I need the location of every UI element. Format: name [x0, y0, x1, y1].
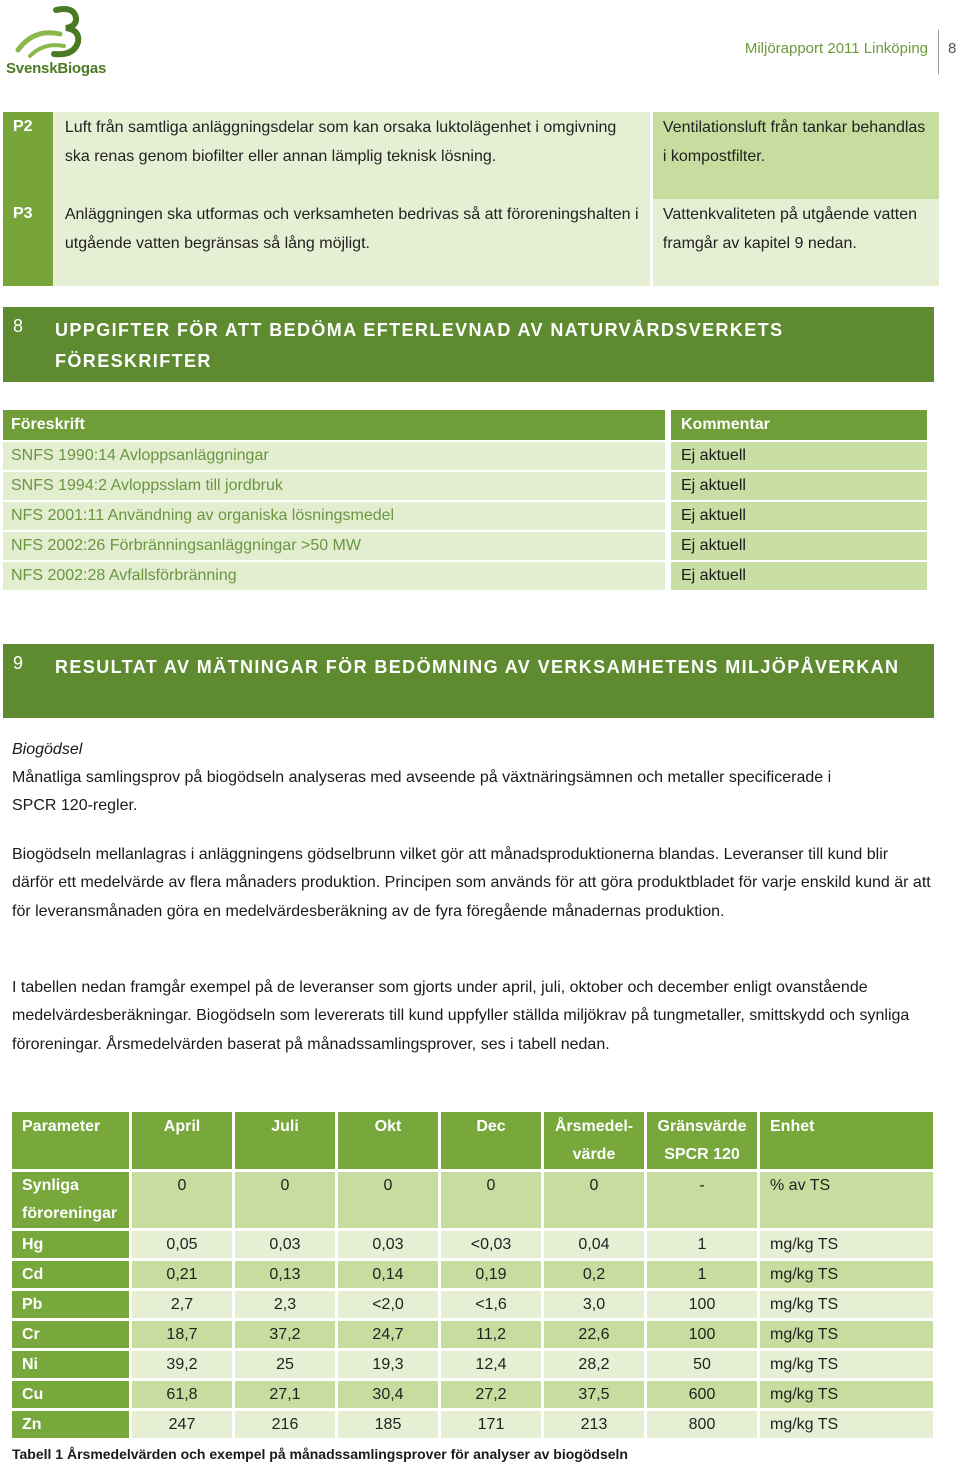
value-cell: <2,0: [338, 1291, 438, 1318]
table-row: [12, 1291, 933, 1318]
regulation-comment: Ej aktuell: [671, 472, 927, 500]
page-number: 8: [948, 40, 957, 57]
value-cell: 171: [441, 1411, 541, 1438]
parameter-cell: Cr: [12, 1321, 129, 1348]
value-cell: <0,03: [441, 1231, 541, 1258]
value-cell: 37,2: [235, 1321, 335, 1348]
value-cell: 0,14: [338, 1261, 438, 1288]
value-cell: 600: [647, 1381, 757, 1408]
parameter-cell: Cd: [12, 1261, 129, 1288]
table-row: [3, 472, 927, 500]
value-cell: 0,05: [132, 1231, 232, 1258]
section-title: RESULTAT AV MÄTNINGAR FÖR BEDÖMNING AV VERKSAMHETENS MILJÖPÅVERKAN: [55, 657, 900, 677]
unit-cell: mg/kg TS: [760, 1351, 933, 1378]
requirement-row: [3, 199, 939, 286]
value-cell: 24,7: [338, 1321, 438, 1348]
table-row: [12, 1411, 933, 1438]
biogodsel-analysis-table: [9, 1109, 936, 1441]
requirement-code: P2: [3, 112, 53, 199]
parameter-cell: Hg: [12, 1231, 129, 1258]
header-kommentar: Kommentar: [671, 410, 927, 440]
regulation-name: NFS 2002:28 Avfallsförbränning: [3, 562, 665, 590]
header-okt: Okt: [338, 1112, 438, 1169]
value-cell: 185: [338, 1411, 438, 1438]
table-row: [12, 1381, 933, 1408]
value-cell: 0: [235, 1172, 335, 1228]
header-title: Miljörapport 2011 Linköping: [744, 40, 928, 57]
table-row: [12, 1231, 933, 1258]
section-8-heading: [3, 307, 934, 382]
value-cell: 0,13: [235, 1261, 335, 1288]
header-parameter: Parameter: [12, 1112, 129, 1169]
value-cell: 100: [647, 1321, 757, 1348]
header-foreskrift: Föreskrift: [3, 410, 665, 440]
requirement-text: Luft från samtliga anläggningsdelar som kan orsaka luktolägenhet i omgivning ska renas genom biofilter eller annan lämplig teknisk lösning.: [53, 112, 650, 199]
value-cell: 2,3: [235, 1291, 335, 1318]
table-header-row: [12, 1112, 933, 1169]
paragraph-1: Månatliga samlingsprov på biogödseln analyseras med avseende på växtnäringsämnen och metaller specificerade i SPCR 120-regler.: [12, 769, 832, 815]
requirement-comment: Vattenkvaliteten på utgående vatten framgår av kapitel 9 nedan.: [653, 199, 939, 286]
parameter-cell: Zn: [12, 1411, 129, 1438]
value-cell: 213: [544, 1411, 644, 1438]
value-cell: 0,2: [544, 1261, 644, 1288]
regulation-name: NFS 2001:11 Användning av organiska lösningsmedel: [3, 502, 665, 530]
regulation-comment: Ej aktuell: [671, 562, 927, 590]
requirement-comment: Ventilationsluft från tankar behandlas i kompostfilter.: [653, 112, 939, 199]
value-cell: 3,0: [544, 1291, 644, 1318]
value-cell: 0,04: [544, 1231, 644, 1258]
company-logo: [4, 4, 114, 80]
value-cell: 0,03: [235, 1231, 335, 1258]
value-cell: 30,4: [338, 1381, 438, 1408]
requirement-code: P3: [3, 199, 53, 286]
value-cell: 0: [441, 1172, 541, 1228]
value-cell: 0,03: [338, 1231, 438, 1258]
value-cell: 0,21: [132, 1261, 232, 1288]
value-cell: 19,3: [338, 1351, 438, 1378]
regulation-name: NFS 2002:26 Förbränningsanläggningar >50 MW: [3, 532, 665, 560]
value-cell: 0,19: [441, 1261, 541, 1288]
regulations-table: [3, 410, 927, 592]
table-row: [12, 1351, 933, 1378]
value-cell: 11,2: [441, 1321, 541, 1348]
value-cell: 27,2: [441, 1381, 541, 1408]
value-cell: 25: [235, 1351, 335, 1378]
unit-cell: mg/kg TS: [760, 1231, 933, 1258]
table-row: [3, 532, 927, 560]
value-cell: 61,8: [132, 1381, 232, 1408]
unit-cell: mg/kg TS: [760, 1291, 933, 1318]
paragraph-2: Biogödseln mellanlagras i anläggningens gödselbrunn vilket gör att månadsproduktionerna blandas. Leveranser till kund blir därför ett medelvärde av flera månaders produktion. Principen som används för att göra produktbladet för varje enskild kund är att för leveransmånaden göra en medelvärdesberäkning av de fyra föregående månadernas produktion.: [12, 846, 931, 920]
logo-text: SvenskBiogas: [6, 60, 107, 77]
biogodsel-heading: Biogödsel: [12, 741, 83, 758]
unit-cell: mg/kg TS: [760, 1381, 933, 1408]
table-row: [12, 1261, 933, 1288]
value-cell: 800: [647, 1411, 757, 1438]
table-row: [3, 562, 927, 590]
value-cell: <1,6: [441, 1291, 541, 1318]
table-row: [12, 1172, 933, 1228]
value-cell: 39,2: [132, 1351, 232, 1378]
table-row: [12, 1321, 933, 1348]
header-enhet: Enhet: [760, 1112, 933, 1169]
paragraph-3: I tabellen nedan framgår exempel på de leveranser som gjorts under april, juli, oktober och december enligt ovanstående medelvärdesberäkningar. Biogödseln som levererats till kund uppfyller ställda miljökrav på tungmetaller, smittskydd och synliga föroreningar. Årsmedelvärden baserat på månadssamlingsprover, ses i tabell nedan.: [12, 979, 910, 1053]
logo-mark-icon: [4, 4, 114, 60]
regulation-comment: Ej aktuell: [671, 532, 927, 560]
value-cell: 12,4: [441, 1351, 541, 1378]
value-cell: 1: [647, 1261, 757, 1288]
value-cell: 1: [647, 1231, 757, 1258]
regulation-comment: Ej aktuell: [671, 502, 927, 530]
value-cell: 2,7: [132, 1291, 232, 1318]
requirements-table: [3, 112, 939, 286]
value-cell: 27,1: [235, 1381, 335, 1408]
value-cell: 247: [132, 1411, 232, 1438]
parameter-cell: Ni: [12, 1351, 129, 1378]
value-cell: -: [647, 1172, 757, 1228]
parameter-cell: Synliga föroreningar: [12, 1172, 129, 1228]
value-cell: 0: [132, 1172, 232, 1228]
header-divider: [938, 30, 939, 74]
value-cell: 50: [647, 1351, 757, 1378]
table-row: [3, 502, 927, 530]
header-dec: Dec: [441, 1112, 541, 1169]
section-title: UPPGIFTER FÖR ATT BEDÖMA EFTERLEVNAD AV NATURVÅRDSVERKETS FÖRESKRIFTER: [55, 320, 784, 371]
regulation-comment: Ej aktuell: [671, 442, 927, 470]
value-cell: 0: [338, 1172, 438, 1228]
value-cell: 100: [647, 1291, 757, 1318]
header-juli: Juli: [235, 1112, 335, 1169]
unit-cell: mg/kg TS: [760, 1321, 933, 1348]
value-cell: 37,5: [544, 1381, 644, 1408]
table-caption: Tabell 1 Årsmedelvärden och exempel på månadssamlingsprover för analyser av biogödseln: [12, 1446, 628, 1462]
value-cell: 216: [235, 1411, 335, 1438]
table-row: [3, 442, 927, 470]
header-arsmedelvarde: Årsmedel-värde: [544, 1112, 644, 1169]
header-gransvarde: Gränsvärde SPCR 120: [647, 1112, 757, 1169]
regulation-name: SNFS 1990:14 Avloppsanläggningar: [3, 442, 665, 470]
requirement-text: Anläggningen ska utformas och verksamheten bedrivas så att föroreningshalten i utgående vatten begränsas så lång möjligt.: [53, 199, 650, 286]
value-cell: 28,2: [544, 1351, 644, 1378]
section-9-heading: [3, 644, 934, 718]
value-cell: 0: [544, 1172, 644, 1228]
section-number: 9: [13, 653, 24, 673]
requirement-row: [3, 112, 939, 199]
regulation-name: SNFS 1994:2 Avloppsslam till jordbruk: [3, 472, 665, 500]
unit-cell: mg/kg TS: [760, 1261, 933, 1288]
header-april: April: [132, 1112, 232, 1169]
parameter-cell: Cu: [12, 1381, 129, 1408]
regulations-header-row: [3, 410, 927, 440]
unit-cell: mg/kg TS: [760, 1411, 933, 1438]
parameter-cell: Pb: [12, 1291, 129, 1318]
value-cell: 22,6: [544, 1321, 644, 1348]
unit-cell: % av TS: [760, 1172, 933, 1228]
section-number: 8: [13, 316, 24, 336]
value-cell: 18,7: [132, 1321, 232, 1348]
